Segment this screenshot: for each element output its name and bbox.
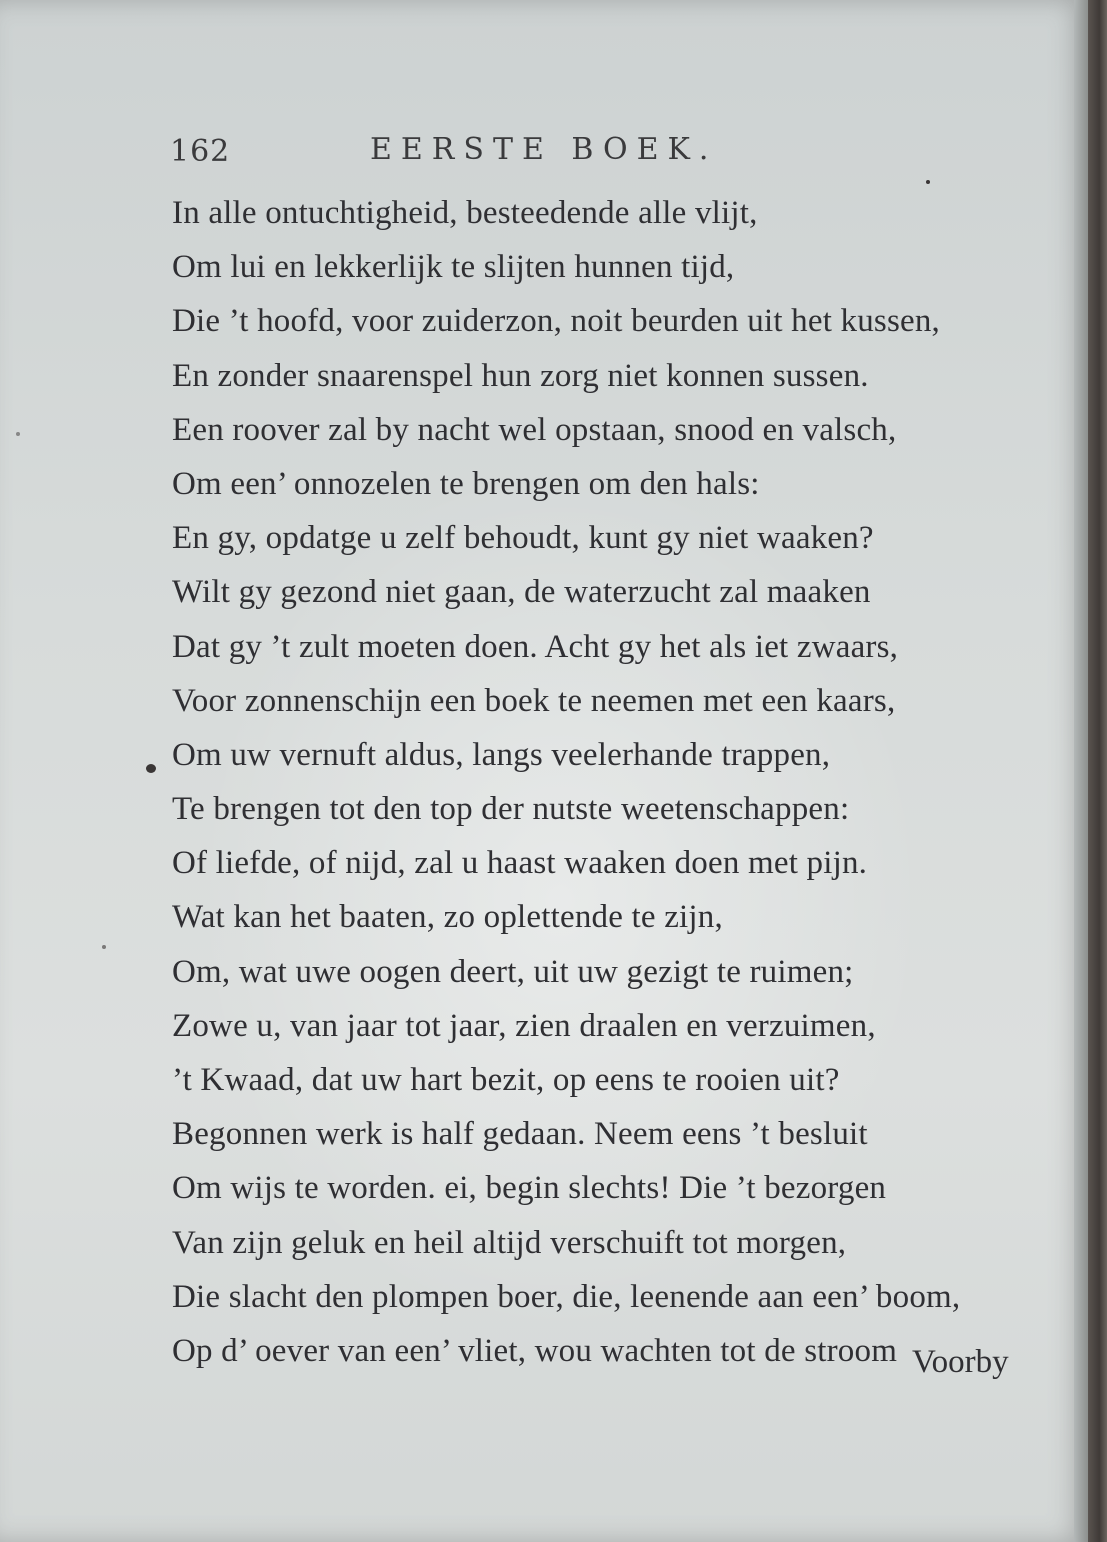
verse-line: Wat kan het baaten, zo oplettende te zijn, — [172, 899, 723, 936]
page-edge — [1074, 0, 1088, 1542]
ink-speck — [926, 180, 930, 184]
verse-line: Om lui en lekkerlijk te slijten hunnen tijd, — [172, 249, 735, 286]
running-title: EERSTE BOEK. — [370, 132, 718, 167]
verse-line: Of liefde, of nijd, zal u haast waaken doen met pijn. — [172, 845, 868, 882]
ink-speck — [146, 764, 156, 773]
verse-line: Die ’t hoofd, voor zuiderzon, noit beurden uit het kussen, — [172, 303, 940, 340]
verse-line: Om, wat uwe oogen deert, uit uw gezigt te ruimen; — [172, 953, 854, 990]
verse-text — [172, 186, 1032, 1378]
verse-line: Een roover zal by nacht wel opstaan, snood en valsch, — [172, 411, 897, 448]
verse-line: Op d’ oever van een’ vliet, wou wachten tot de stroom — [172, 1332, 898, 1369]
verse-line: Dat gy ’t zult moeten doen. Acht gy het als iet zwaars, — [172, 628, 899, 665]
ink-speck — [102, 945, 106, 949]
verse-line: In alle ontuchtigheid, besteedende alle vlijt, — [172, 195, 758, 231]
verse-line: ’t Kwaad, dat uw hart bezit, op eens te rooien uit? — [172, 1062, 840, 1098]
verse-line: Die slacht den plompen boer, die, leenende aan een’ boom, — [172, 1278, 961, 1315]
page-header — [170, 128, 810, 172]
verse-line: Voor zonnenschijn een boek te neemen met een kaars, — [172, 682, 896, 719]
ink-speck — [16, 432, 20, 436]
verse-line: Zowe u, van jaar tot jaar, zien draalen en verzuimen, — [172, 1007, 876, 1044]
catchword: Voorby — [912, 1344, 1009, 1380]
verse-line: Om een’ onnozelen te brengen om den hals: — [172, 465, 760, 502]
verse-line: En zonder snaarenspel hun zorg niet konnen sussen. — [172, 357, 869, 394]
verse-line: Begonnen werk is half gedaan. Neem eens ’t besluit — [172, 1116, 868, 1153]
verse-line: Van zijn geluk en heil altijd verschuift tot morgen, — [172, 1224, 847, 1261]
verse-line: Te brengen tot den top der nutste weetenschappen: — [172, 791, 850, 828]
verse-line: Om uw vernuft aldus, langs veelerhande trappen, — [172, 736, 831, 773]
verse-line: Wilt gy gezond niet gaan, de waterzucht zal maaken — [172, 574, 871, 611]
verse-line: Om wijs te worden. ei, begin slechts! Die ’t bezorgen — [172, 1170, 887, 1207]
verse-line: En gy, opdatge u zelf behoudt, kunt gy niet waaken? — [172, 520, 874, 557]
book-spine — [1088, 0, 1107, 1542]
page-number: 162 — [170, 134, 231, 169]
